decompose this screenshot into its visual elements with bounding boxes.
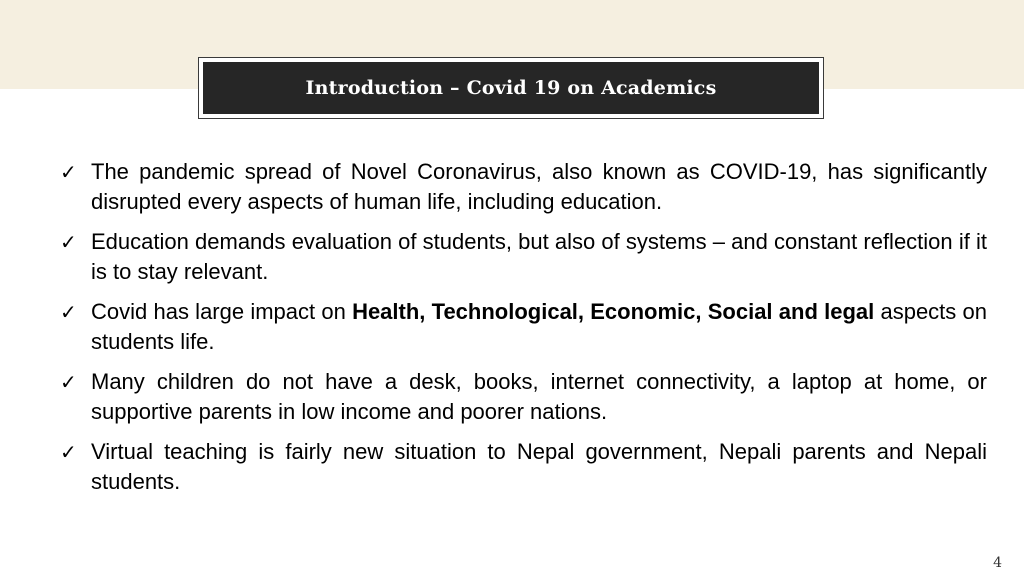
bullet-text-bold: Health, Technological, Economic, Social and legal — [352, 299, 875, 324]
title-frame — [198, 57, 824, 119]
bullet-item — [60, 297, 987, 357]
bullet-text: Many children do not have a desk, books, internet connectivity, a laptop at home, or supportive parents in low income and poorer nations. — [91, 369, 987, 424]
slide-title: Introduction – Covid 19 on Academics — [305, 77, 717, 99]
bullet-list — [60, 157, 987, 507]
bullet-item — [60, 227, 987, 287]
bullet-text: The pandemic spread of Novel Coronavirus, also known as COVID-19, has significantly disrupted every aspects of human life, including education. — [91, 159, 987, 214]
checkmark-icon: ✓ — [60, 230, 77, 254]
checkmark-icon: ✓ — [60, 370, 77, 394]
page-number: 4 — [993, 555, 1002, 571]
bullet-text: Education demands evaluation of students, but also of systems – and constant reflection if it is to stay relevant. — [91, 229, 987, 284]
bullet-text: Virtual teaching is fairly new situation to Nepal government, Nepali parents and Nepali students. — [91, 439, 987, 494]
title-box — [203, 62, 819, 114]
bullet-text-after: aspects on students life. — [91, 299, 987, 354]
bullet-item — [60, 437, 987, 497]
bullet-text — [91, 297, 987, 357]
bullet-text-before: Covid has large impact on — [91, 299, 353, 324]
bullet-item — [60, 367, 987, 427]
checkmark-icon: ✓ — [60, 300, 77, 324]
checkmark-icon: ✓ — [60, 440, 77, 464]
checkmark-icon: ✓ — [60, 160, 77, 184]
bullet-item — [60, 157, 987, 217]
